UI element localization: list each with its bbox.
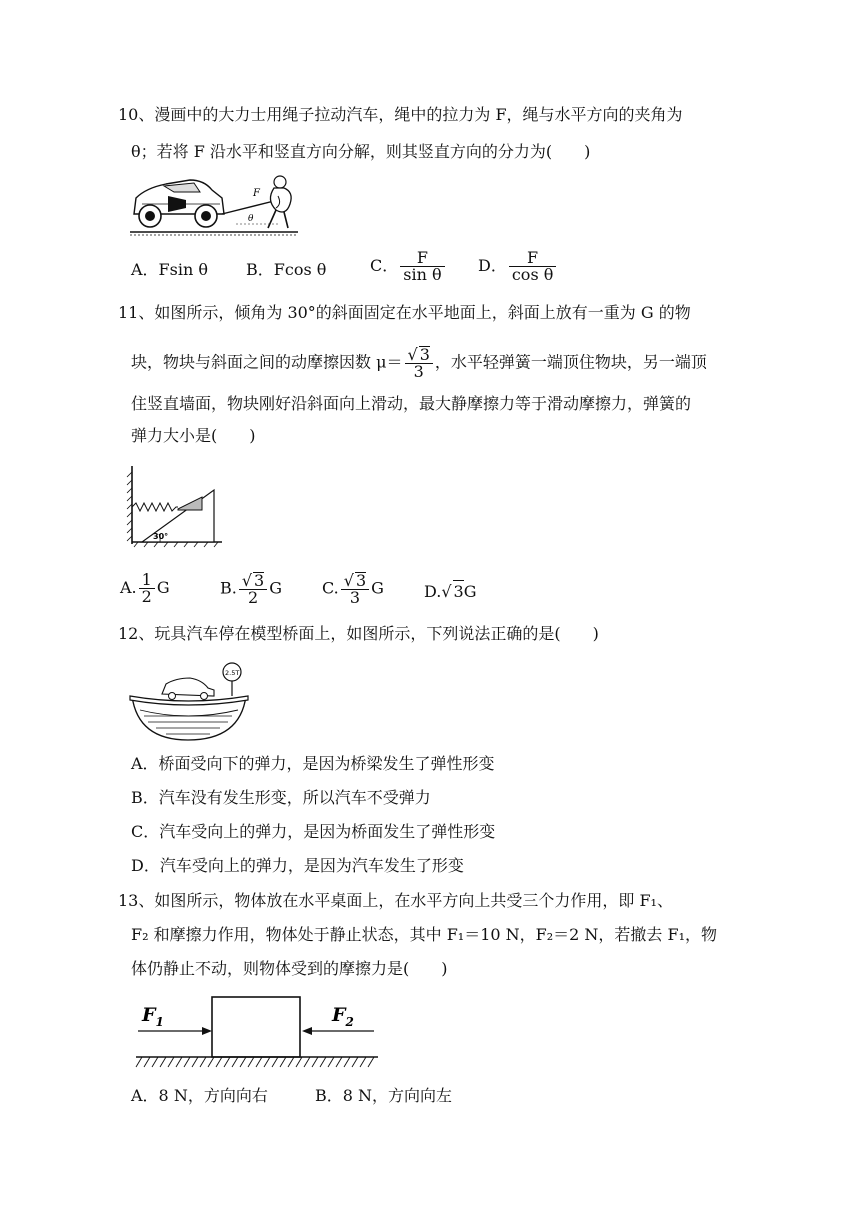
q12-option-d: D．汽车受向上的弹力，是因为汽车发生了形变 <box>131 856 464 875</box>
q10-option-c-prefix: C． <box>370 256 399 275</box>
q10-car-figure <box>128 170 303 238</box>
q13-f1-sub: 1 <box>155 1015 164 1029</box>
q11-option-b <box>220 572 282 606</box>
q13-option-a: A．8 N，方向向右 <box>131 1086 268 1105</box>
q10-option-c-den: sin θ <box>403 265 442 284</box>
q10-line1: 10、漫画中的大力士用绳子拉动汽车，绳中的拉力为 F，绳与水平方向的夹角为 <box>118 105 683 124</box>
q13-f2-sub: 2 <box>345 1015 354 1029</box>
q10-option-b: B．Fcos θ <box>246 260 327 279</box>
q13-option-b: B．8 N，方向向左 <box>315 1086 453 1105</box>
q13-f1-letter: F <box>142 1004 156 1026</box>
q11-option-d-suffix: G <box>463 582 477 601</box>
q11-option-a-den: 2 <box>141 587 152 606</box>
q13-line2: F₂ 和摩擦力作用，物体处于静止状态，其中 F₁＝10 N，F₂＝2 N，若撤去 F₁，物 <box>131 925 718 944</box>
q10-option-d-prefix: D． <box>478 256 507 275</box>
q10-line2: θ；若将 F 沿水平和竖直方向分解，则其竖直方向的分力为( ) <box>131 142 591 161</box>
q11-mu-num: 3 <box>419 345 430 364</box>
q11-mu-den: 3 <box>413 362 424 381</box>
q12-line1: 12、玩具汽车停在模型桥面上，如图所示，下列说法正确的是( ) <box>118 624 599 643</box>
q13-line3: 体仍静止不动，则物体受到的摩擦力是( ) <box>131 959 448 978</box>
q11-option-c-num: 3 <box>355 571 367 590</box>
q13-block-figure <box>134 995 380 1071</box>
q11-line2-end: ，水平轻弹簧一端顶住物块，另一端顶 <box>434 352 707 372</box>
q11-option-c-den: 3 <box>349 588 361 607</box>
q11-option-d-rad: 3 <box>453 582 464 601</box>
q10-option-d <box>478 250 558 283</box>
q10-option-c-fraction <box>400 250 444 283</box>
q11-option-a-fraction <box>139 572 155 605</box>
q11-option-a-num: 1 <box>139 572 155 589</box>
q12-option-c: C．汽车受向上的弹力，是因为桥面发生了弹性形变 <box>131 822 496 841</box>
q10-option-c-num: F <box>400 250 444 267</box>
q13-line1: 13、如图所示，物体放在水平桌面上，在水平方向上共受三个力作用，即 F₁、 <box>118 891 673 910</box>
q13-f2-letter: F <box>332 1004 346 1026</box>
q10-option-a: A．Fsin θ <box>131 260 209 279</box>
q11-line3: 住竖直墙面，物块刚好沿斜面向上滑动，最大静摩擦力等于滑动摩擦力，弹簧的 <box>131 394 692 413</box>
q11-option-c <box>322 572 384 606</box>
q11-line2 <box>131 346 707 380</box>
q11-option-c-prefix: C. <box>322 578 339 598</box>
q11-option-b-prefix: B. <box>220 578 237 598</box>
q10-option-d-den: cos θ <box>511 265 554 284</box>
q11-option-c-suffix: G <box>371 578 384 598</box>
q10-option-c <box>370 250 447 283</box>
q11-incline-figure <box>126 462 226 548</box>
q12-option-b: B．汽车没有发生形变，所以汽车不受弹力 <box>131 788 431 807</box>
q11-option-a <box>120 572 170 605</box>
q11-mu-fraction: $\frac{√ 3}{3}$ <box>405 346 433 380</box>
q12-sign-label: 2.5T <box>225 669 240 677</box>
q11-option-c-fraction: $\frac{√ 3}{3}$ <box>341 572 369 606</box>
q11-option-d: D.√ 3G <box>424 582 477 601</box>
q10-angle-label: θ <box>248 214 254 224</box>
q11-option-b-den: 2 <box>247 588 259 607</box>
q12-bridge-figure <box>128 660 253 742</box>
q11-option-b-fraction: $\frac{√ 3}{2}$ <box>239 572 267 606</box>
q11-option-a-suffix: G <box>156 578 170 597</box>
q11-option-d-prefix: D. <box>424 582 442 601</box>
q10-force-label: F <box>253 188 260 199</box>
q11-option-b-suffix: G <box>269 578 283 598</box>
q11-angle-label: 30° <box>153 532 169 541</box>
q13-f2-label <box>331 1004 354 1029</box>
q10-option-d-fraction <box>509 250 557 283</box>
q11-line1: 11、如图所示，倾角为 30°的斜面固定在水平地面上，斜面上放有一重为 G 的物 <box>118 303 691 322</box>
q10-option-d-num: F <box>509 250 557 267</box>
q11-line2-start: 块，物块与斜面之间的动摩擦因数 μ＝ <box>131 352 403 372</box>
q11-line4: 弹力大小是( ) <box>131 426 256 445</box>
q12-option-a: A．桥面受向下的弹力，是因为桥梁发生了弹性形变 <box>131 754 495 773</box>
q13-f1-label <box>141 1004 164 1029</box>
q11-option-b-num: 3 <box>254 571 265 590</box>
q11-option-a-prefix: A. <box>120 578 137 597</box>
